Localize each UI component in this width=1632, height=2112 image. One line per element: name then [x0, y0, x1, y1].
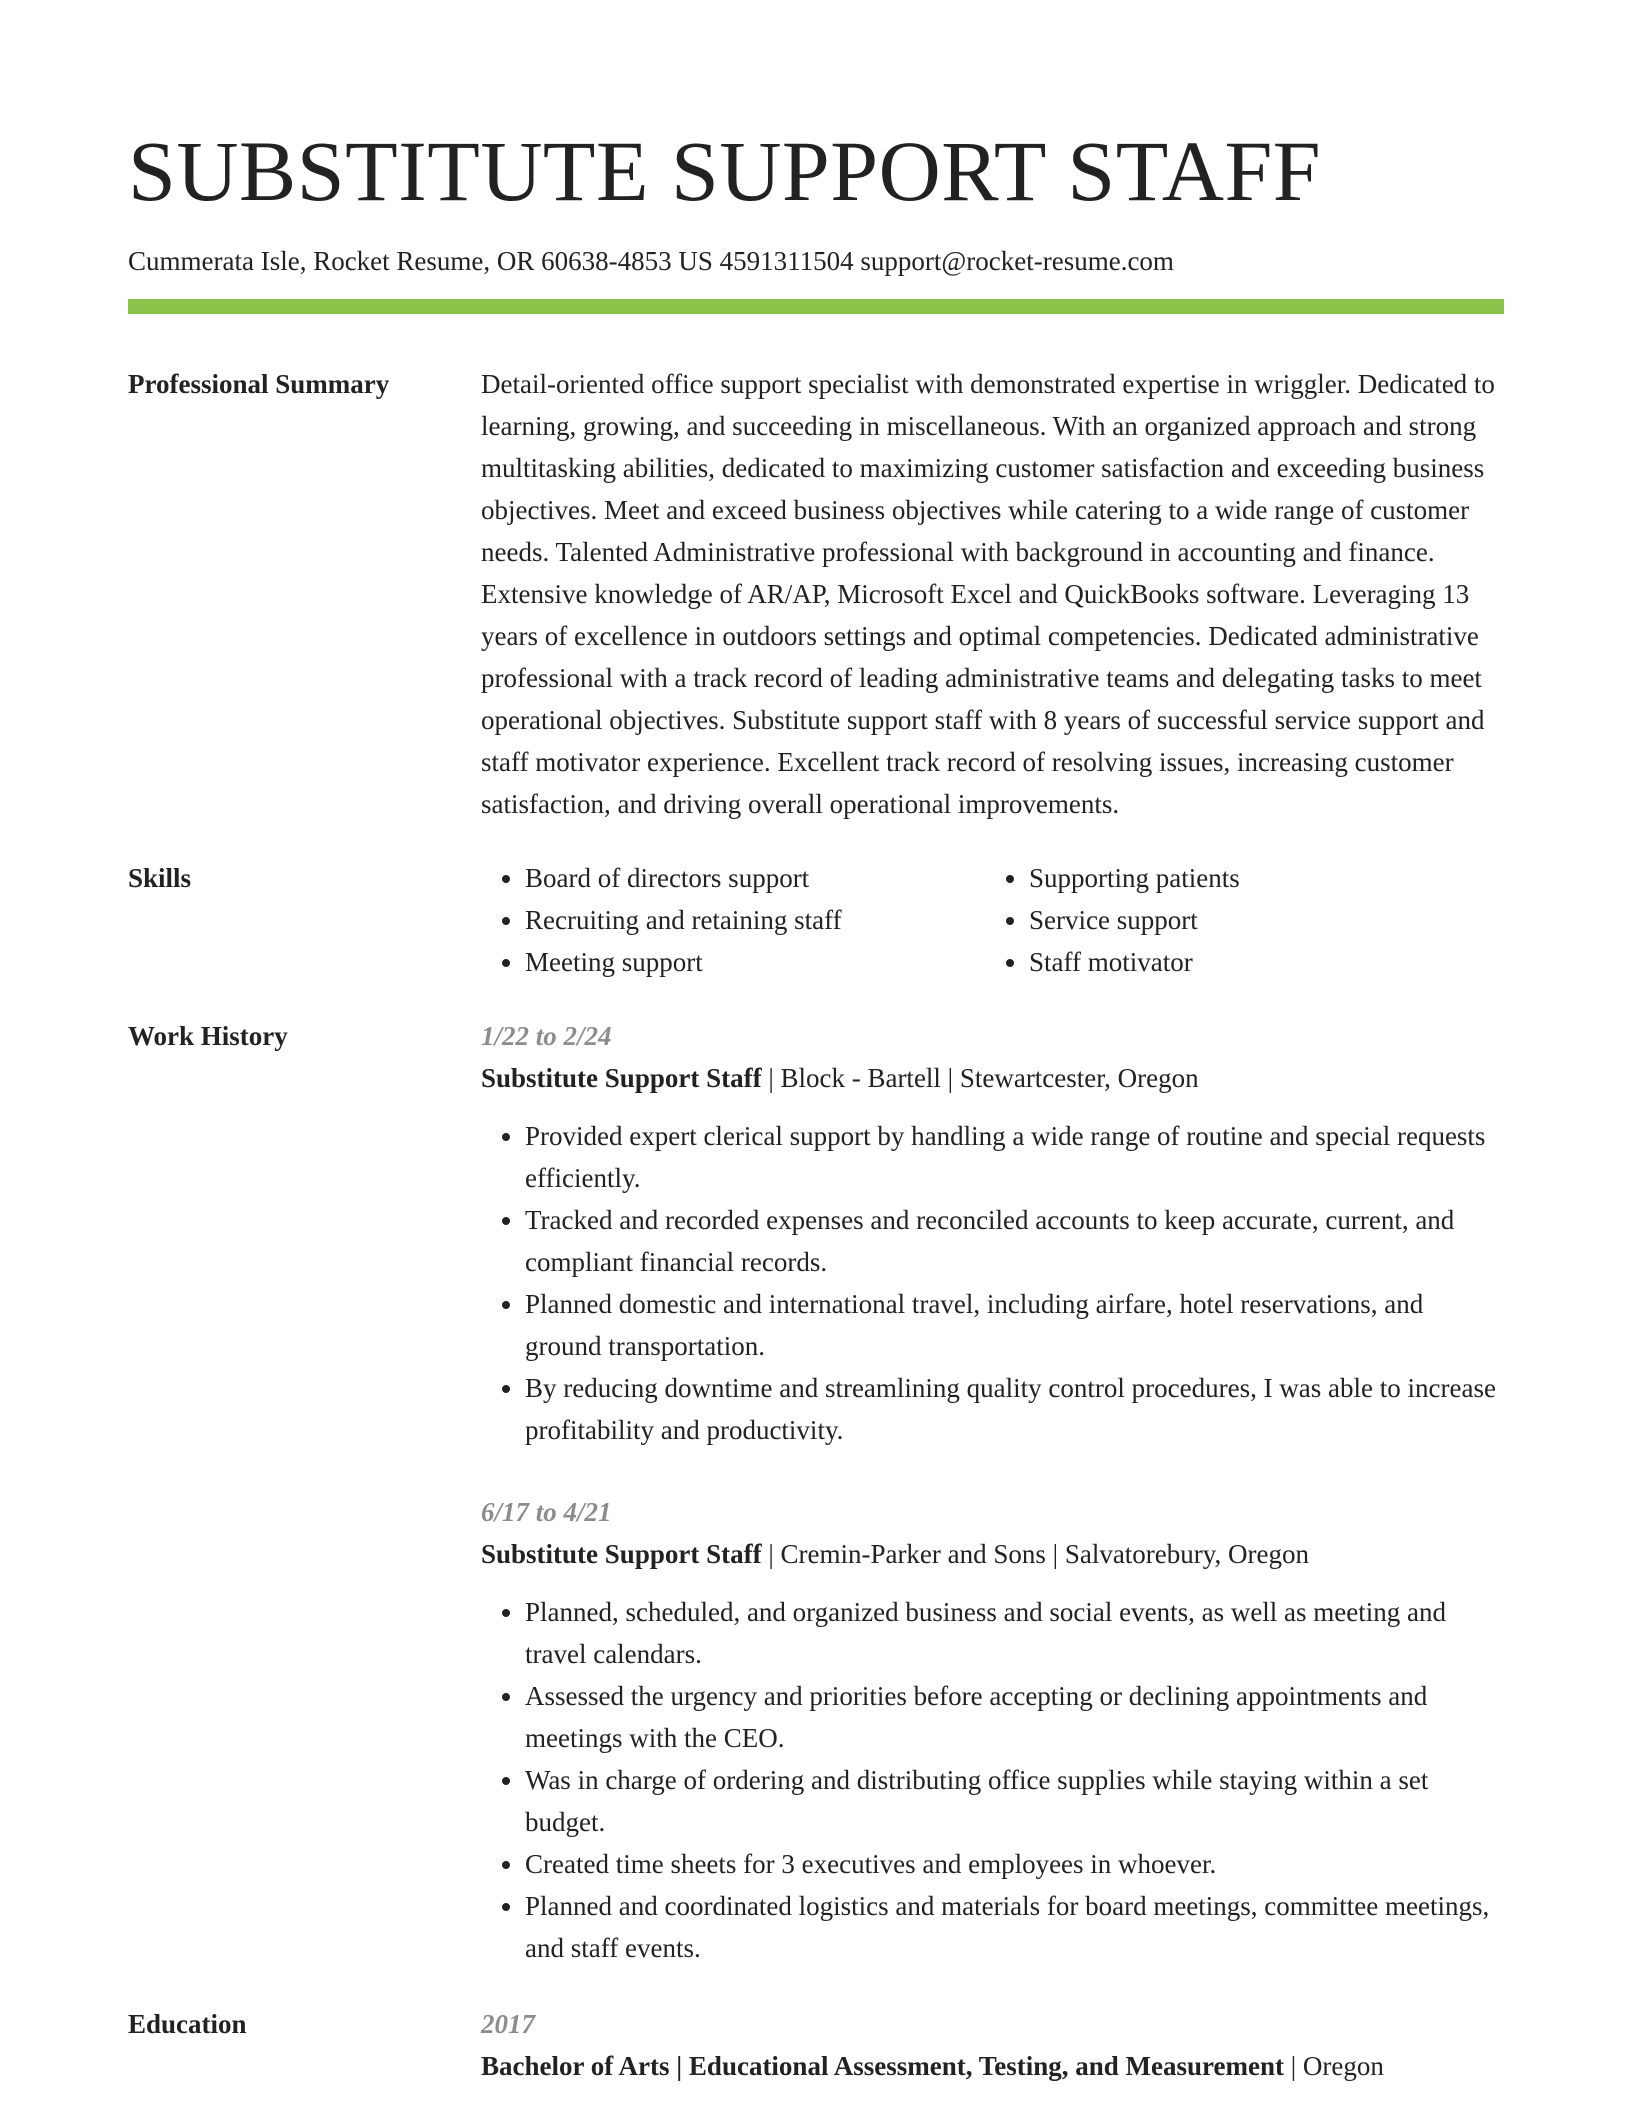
summary-label: Professional Summary [128, 369, 390, 399]
job-dates: 1/22 to 2/24 [481, 1021, 612, 1051]
education-heading [481, 2045, 1504, 2087]
work-history-section [128, 1015, 1504, 1969]
summary-text: Detail-oriented office support specialist with demonstrated expertise in wriggler. Dedicated to learning, growing, and succeeding in miscellaneous. With an organized approach and strong multitasking abilities, dedicated to maximizing customer satisfaction and exceeding business objectives. Meet and exceed business objectives while catering to a wide range of customer needs. Talented Administrative professional with background in accounting and finance. Extensive knowledge of AR/AP, Microsoft Excel and QuickBooks software. Leveraging 13 years of excellence in outdoors settings and optimal competencies. Dedicated administrative professional with a track record of leading administrative teams and delegating tasks to meet operational objectives. Substitute support staff with 8 years of successful service support and staff motivator experience. Excellent track record of resolving issues, increasing customer satisfaction, and driving overall operational improvements. [481, 369, 1495, 819]
skill-item: • Recruiting and retaining staff [525, 899, 985, 941]
education-degree: Bachelor of Arts | Educational Assessment, Testing, and Measurement [481, 2051, 1284, 2081]
job-bullet: • Tracked and recorded expenses and reconciled accounts to keep accurate, current, and compliant financial records. [525, 1199, 1504, 1283]
job-details: | Block - Bartell | Stewartcester, Oregon [761, 1063, 1199, 1093]
job-bullet: • Was in charge of ordering and distributing office supplies while staying within a set budget. [525, 1759, 1504, 1843]
skill-item: • Service support [1029, 899, 1240, 941]
job-title: Substitute Support Staff [481, 1063, 762, 1093]
header-divider [128, 299, 1504, 314]
job-entry [481, 1015, 1504, 1451]
skills-section [128, 857, 1504, 983]
job-dates: 6/17 to 4/21 [481, 1497, 612, 1527]
skill-item: • Meeting support [525, 941, 985, 983]
skill-item: • Staff motivator [1029, 941, 1240, 983]
skill-item: • Board of directors support [525, 857, 985, 899]
job-heading [481, 1057, 1504, 1099]
job-bullet: • By reducing downtime and streamlining quality control procedures, I was able to increase profitability and productivity. [525, 1367, 1504, 1451]
job-details: | Cremin-Parker and Sons | Salvatorebury, Oregon [761, 1539, 1309, 1569]
education-school: | Oregon [1284, 2051, 1384, 2081]
summary-section [128, 363, 1504, 825]
education-label: Education [128, 2009, 247, 2039]
skills-list-right [985, 857, 1240, 983]
resume-name: SUBSTITUTE SUPPORT STAFF [128, 123, 1322, 219]
job-bullets [481, 1115, 1504, 1451]
contact-line: Cummerata Isle, Rocket Resume, OR 60638-4853 US 4591311504 support@rocket-resume.com [128, 246, 1174, 276]
job-bullet: • Planned, scheduled, and organized business and social events, as well as meeting and travel calendars. [525, 1591, 1504, 1675]
work-history-label: Work History [128, 1021, 288, 1051]
job-entry [481, 1491, 1504, 1969]
job-bullets [481, 1591, 1504, 1969]
skill-item: • Supporting patients [1029, 857, 1240, 899]
skills-list-left [481, 857, 985, 983]
job-bullet: • Planned and coordinated logistics and materials for board meetings, committee meetings, and staff events. [525, 1885, 1504, 1969]
job-bullet: • Planned domestic and international travel, including airfare, hotel reservations, and ground transportation. [525, 1283, 1504, 1367]
education-year: 2017 [481, 2009, 535, 2039]
job-bullet: • Created time sheets for 3 executives and employees in whoever. [525, 1843, 1504, 1885]
skills-label: Skills [128, 863, 192, 893]
job-title: Substitute Support Staff [481, 1539, 762, 1569]
job-bullet: • Assessed the urgency and priorities before accepting or declining appointments and meetings with the CEO. [525, 1675, 1504, 1759]
job-bullet: • Provided expert clerical support by handling a wide range of routine and special requests efficiently. [525, 1115, 1504, 1199]
job-heading [481, 1533, 1504, 1575]
education-section [128, 2003, 1504, 2087]
